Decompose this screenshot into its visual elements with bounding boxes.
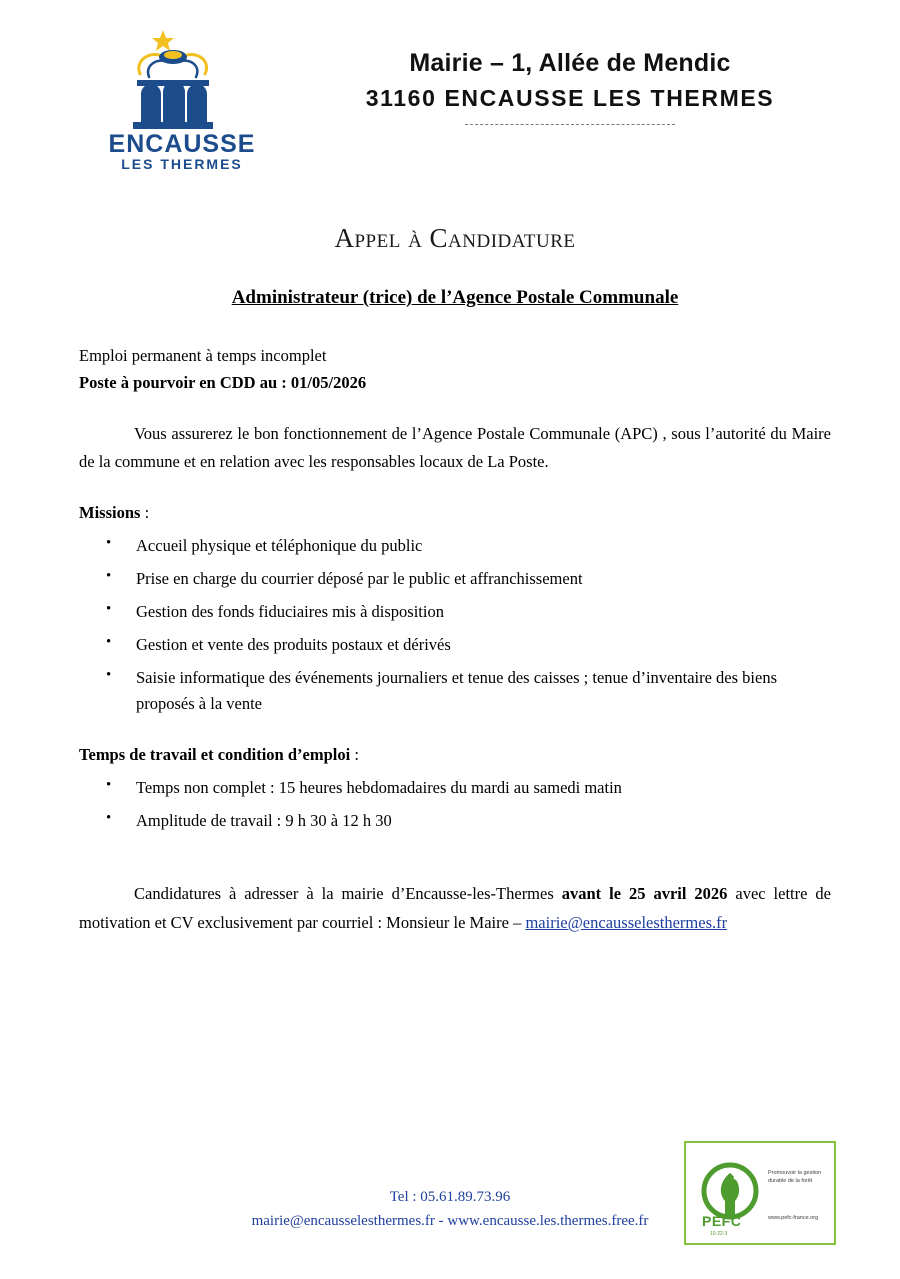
- page-subtitle: Administrateur (trice) de l’Agence Postale Communale: [231, 287, 679, 308]
- missions-heading-label: Missions: [79, 502, 141, 522]
- missions-heading-colon: :: [140, 502, 150, 522]
- list-item: [79, 775, 831, 801]
- worktime-text: Temps non complet : 15 heures hebdomadaires du mardi au samedi matin: [136, 778, 622, 798]
- employment-summary: [79, 343, 831, 396]
- missions-heading: [79, 503, 831, 523]
- address-line-1: Mairie – 1, Allée de Mendic: [409, 49, 731, 77]
- list-item: [79, 808, 831, 834]
- footer-contact: mairie@encausselesthermes.fr - www.encausse.les.thermes.free.fr: [251, 1213, 649, 1229]
- position-availability: Poste à pourvoir en CDD au : 01/05/2026: [79, 372, 367, 392]
- address-line-2: 31160 ENCAUSSE LES THERMES: [365, 85, 775, 112]
- list-item: [79, 533, 831, 559]
- list-item: [79, 599, 831, 625]
- document-footer: [0, 1185, 900, 1233]
- footer-phone: Tel : 05.61.89.73.96: [389, 1189, 511, 1205]
- missions-list: [79, 533, 831, 717]
- mission-text: Saisie informatique des événements journaliers et tenue des caisses ; tenue d’inventaire des biens proposés à la vente: [136, 668, 778, 714]
- pefc-label: PEFC: [702, 1213, 742, 1229]
- worktime-text: Amplitude de travail : 9 h 30 à 12 h 30: [136, 811, 392, 831]
- worktime-list: [79, 775, 831, 834]
- closing-text-2: avec lettre de motivation et CV exclusivement par courriel : Monsieur le Maire –: [79, 884, 831, 932]
- worktime-heading-colon: :: [350, 745, 359, 765]
- mission-text: Gestion et vente des produits postaux et dérivés: [136, 635, 451, 655]
- svg-text:LES THERMES: LES THERMES: [121, 156, 243, 172]
- employment-type: Emploi permanent à temps incomplet: [79, 346, 327, 365]
- mission-text: Prise en charge du courrier déposé par le public et affranchissement: [136, 568, 583, 588]
- list-item: [79, 665, 831, 717]
- logo: [85, 22, 280, 172]
- document-header: [0, 0, 900, 170]
- header-divider: [465, 124, 675, 125]
- contact-email-link[interactable]: mairie@encausselesthermes.fr: [525, 912, 728, 932]
- pefc-code: 10-22-3: [710, 1231, 728, 1237]
- closing-paragraph: [79, 880, 831, 937]
- intro-paragraph: Vous assurerez le bon fonctionnement de l’Agence Postale Communale (APC) , sous l’autorité du Maire de la commune et en relation avec les responsables locaux de La Poste.: [79, 424, 831, 471]
- pefc-slogan: Promouvoir la gestion durable de la forêt: [768, 1170, 822, 1185]
- mission-text: Accueil physique et téléphonique du public: [136, 535, 423, 555]
- worktime-heading: [79, 745, 831, 765]
- worktime-heading-label: Temps de travail et condition d’emploi: [79, 745, 351, 765]
- list-item: [79, 566, 831, 592]
- header-address-block: [290, 48, 850, 125]
- closing-text-1: Candidatures à adresser à la mairie d’Encausse-les-Thermes: [134, 884, 562, 904]
- svg-text:ENCAUSSE: ENCAUSSE: [108, 130, 256, 158]
- list-item: [79, 632, 831, 658]
- mission-text: Gestion des fonds fiduciaires mis à disposition: [136, 602, 444, 621]
- document-body: [79, 205, 831, 937]
- encausse-logo-icon: [85, 22, 280, 172]
- application-deadline: avant le 25 avril 2026: [561, 884, 728, 904]
- page-title: Appel à Candidature: [334, 223, 576, 253]
- pefc-url: www.pefc-france.org: [768, 1215, 819, 1221]
